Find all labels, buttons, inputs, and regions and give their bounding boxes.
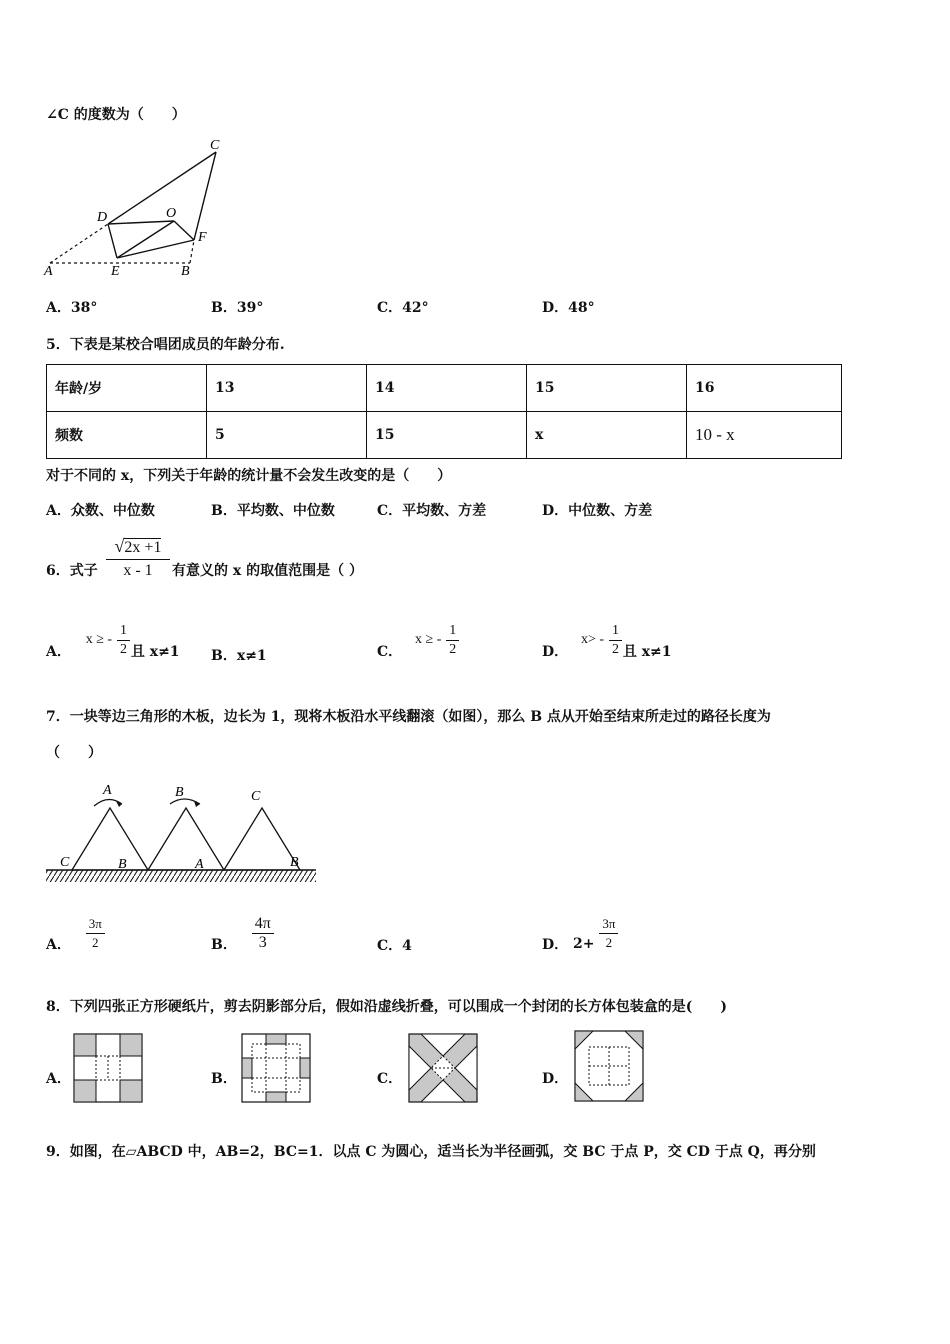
q4-option-c[interactable]: C．42° (377, 300, 429, 316)
q5-option-b[interactable]: B．平均数、中位数 (211, 503, 335, 519)
label-O: O (166, 206, 177, 221)
q6-stem-suffix: 有意义的 x 的取值范围是（ ） (172, 563, 363, 579)
q7-stem-line1: 7．一块等边三角形的木板，边长为 1，现将木板沿水平线翻滚（如图），那么 B 点从开始至结束所走过的路径长度为 (46, 709, 771, 725)
label-F: F (198, 230, 207, 245)
q4-figure (40, 135, 240, 285)
age-distribution-table (46, 364, 842, 459)
q6-option-c[interactable]: C． x ≥ - $\frac{1}{2}$ (377, 619, 459, 661)
label-D: D (97, 210, 108, 225)
table-cell: 10 - x (687, 412, 842, 459)
q8-option-b[interactable]: B． (211, 1071, 237, 1087)
label-C: C (210, 138, 220, 153)
label-B: B (181, 264, 190, 279)
q6-fraction: √2x +1 x - 1 (106, 535, 170, 582)
table-cell: 14 (367, 365, 527, 412)
q7-option-c[interactable]: C．4 (377, 938, 412, 954)
q5-option-d[interactable]: D．中位数、方差 (542, 503, 653, 519)
q6-option-d[interactable]: D． x> - $\frac{1}{2}$ 且 x≠1 (542, 622, 672, 660)
q8-option-d[interactable]: D． (542, 1071, 569, 1087)
table-row (47, 412, 842, 459)
fig-label: B (175, 785, 184, 800)
fig-label: A (195, 857, 204, 872)
q7-option-a[interactable]: A． $\frac{3\pi}{2}$ (46, 912, 105, 954)
fig-label: B (118, 857, 127, 872)
q7-stem-line2: （ ） (46, 745, 102, 761)
q8-figure-c (409, 1034, 479, 1104)
fig-label: C (60, 855, 70, 870)
table-cell: 5 (207, 412, 367, 459)
q4-option-d[interactable]: D．48° (542, 300, 595, 316)
table-cell: 频数 (47, 412, 207, 459)
q4-option-b[interactable]: B．39° (211, 300, 264, 316)
table-cell: 15 (527, 365, 687, 412)
q4-option-a[interactable]: A．38° (46, 300, 98, 316)
q5-stem: 5．下表是某校合唱团成员的年龄分布. (46, 337, 285, 353)
q8-figure-b (242, 1034, 312, 1104)
q8-option-a[interactable]: A． (46, 1071, 71, 1087)
q9-stem: 9．如图，在▱ABCD 中，AB=2，BC=1．以点 C 为圆心，适当长为半径画弧，交 BC 于点 P，交 CD 于点 Q，再分别 (46, 1144, 816, 1160)
q8-figure-d (575, 1031, 645, 1101)
fig-label: C (251, 789, 261, 804)
table-cell: x (527, 412, 687, 459)
q5-option-c[interactable]: C．平均数、方差 (377, 503, 487, 519)
table-cell: 年龄/岁 (47, 365, 207, 412)
q6-option-a[interactable]: A． x ≥ - $\frac{1}{2}$ 且 x≠1 (46, 622, 180, 660)
q8-option-c[interactable]: C． (377, 1071, 403, 1087)
fig-label: B (290, 855, 299, 870)
q7-option-b[interactable]: B． $\frac{4\pi}{3}$ (211, 912, 274, 954)
table-cell: 15 (367, 412, 527, 459)
q8-figure-a (74, 1034, 144, 1104)
q5-question: 对于不同的 x，下列关于年龄的统计量不会发生改变的是（ ） (46, 468, 452, 484)
q6-stem-prefix: 6．式子 (46, 563, 98, 579)
table-cell: 16 (687, 365, 842, 412)
table-cell: 13 (207, 365, 367, 412)
q7-option-d[interactable]: D． 2+ $\frac{3\pi}{2}$ (542, 912, 618, 954)
label-A: A (44, 264, 53, 279)
q4-stem: ∠C 的度数为（ ） (46, 107, 186, 123)
q6-option-b[interactable]: B．x≠1 (211, 648, 267, 664)
label-E: E (111, 264, 120, 279)
fig-label: A (103, 783, 112, 798)
q7-figure (44, 780, 319, 890)
q8-stem: 8．下列四张正方形硬纸片，剪去阴影部分后，假如沿虚线折叠，可以围成一个封闭的长方体包装盒的是( ) (46, 999, 727, 1015)
q5-option-a[interactable]: A．众数、中位数 (46, 503, 155, 519)
table-row (47, 365, 842, 412)
